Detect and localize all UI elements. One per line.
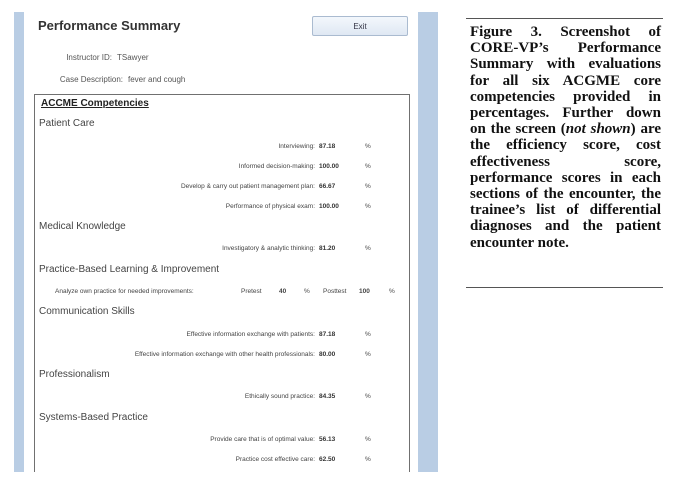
score-value: 62.50	[319, 456, 336, 463]
percent-symbol: %	[365, 183, 371, 190]
pretest-value: 40	[279, 288, 287, 295]
score-label: Practice cost effective care:	[235, 456, 315, 463]
case-row	[24, 75, 185, 84]
instructor-label: Instructor ID:	[66, 53, 112, 62]
section-systems-based: Systems-Based Practice	[39, 412, 148, 423]
case-value: fever and cough	[128, 75, 186, 84]
score-label: Effective information exchange with other health professionals:	[134, 351, 315, 358]
instructor-value: TSawyer	[117, 53, 149, 62]
score-label: Interviewing:	[278, 143, 315, 150]
score-row-informed-decision	[35, 163, 409, 175]
section-patient-care: Patient Care	[39, 118, 95, 129]
score-row-cost-effective	[35, 456, 409, 468]
score-value: 100.00	[319, 203, 339, 210]
case-label: Case Description:	[59, 75, 123, 84]
score-value: 80.00	[319, 351, 336, 358]
score-label: Ethically sound practice:	[244, 393, 315, 400]
score-row-optimal-value	[35, 436, 409, 448]
exit-button[interactable]: Exit	[312, 16, 408, 36]
score-value: 56.13	[319, 436, 336, 443]
percent-symbol: %	[365, 143, 371, 150]
score-row-ethical-practice	[35, 393, 409, 405]
percent-symbol: %	[365, 351, 371, 358]
score-label: Effective information exchange with patients:	[186, 331, 315, 338]
section-communication: Communication Skills	[39, 306, 135, 317]
score-row-info-exchange-patients	[35, 331, 409, 343]
section-practice-based: Practice-Based Learning & Improvement	[39, 264, 220, 275]
performance-summary-panel	[24, 12, 418, 472]
score-value: 81.20	[319, 245, 336, 252]
score-label: Investigatory & analytic thinking:	[222, 245, 315, 252]
caption-emphasis: not shown	[565, 121, 631, 138]
percent-symbol: %	[365, 436, 371, 443]
score-label: Informed decision-making:	[238, 163, 315, 170]
instructor-row	[24, 53, 149, 62]
section-professionalism: Professionalism	[39, 369, 110, 380]
percent-symbol: %	[389, 288, 395, 295]
score-label: Performance of physical exam:	[225, 203, 315, 210]
score-value: 87.18	[319, 331, 336, 338]
competencies-heading: ACCME Competencies	[41, 98, 149, 109]
score-label: Provide care that is of optimal value:	[210, 436, 315, 443]
figure-caption	[470, 24, 661, 251]
posttest-label: Posttest	[323, 288, 347, 295]
pretest-label: Pretest	[241, 288, 262, 295]
percent-symbol: %	[365, 163, 371, 170]
score-row-info-exchange-professionals	[35, 351, 409, 363]
practice-label: Analyze own practice for needed improvements:	[55, 288, 194, 295]
score-row-interviewing	[35, 143, 409, 155]
percent-symbol: %	[304, 288, 310, 295]
caption-rule-bottom	[466, 287, 663, 288]
competencies-box	[34, 94, 410, 472]
score-row-physical-exam	[35, 203, 409, 215]
score-value: 87.18	[319, 143, 336, 150]
percent-symbol: %	[365, 456, 371, 463]
score-value: 100.00	[319, 163, 339, 170]
score-row-analytic-thinking	[35, 245, 409, 257]
score-row-management-plan	[35, 183, 409, 195]
score-label: Develop & carry out patient management plan:	[180, 183, 315, 190]
app-window	[14, 12, 438, 472]
percent-symbol: %	[365, 245, 371, 252]
section-medical-knowledge: Medical Knowledge	[39, 221, 126, 232]
posttest-value: 100	[359, 288, 370, 295]
percent-symbol: %	[365, 393, 371, 400]
page-title: Performance Summary	[38, 18, 181, 33]
score-value: 84.35	[319, 393, 336, 400]
caption-rule-top	[466, 18, 663, 19]
percent-symbol: %	[365, 331, 371, 338]
score-value: 66.67	[319, 183, 336, 190]
caption-text-start: Figure 3. Screenshot of CORE-VP’s Performance Summary with evaluations for all six ACGME core competencies provided in percentages. Further down on the screen (	[470, 24, 661, 138]
caption-text-end: ) are the efficiency score, cost effectiveness score, performance scores in each sections of the encounter, the trainee’s list of differential diagnoses and the patient encounter note.	[470, 121, 661, 251]
percent-symbol: %	[365, 203, 371, 210]
